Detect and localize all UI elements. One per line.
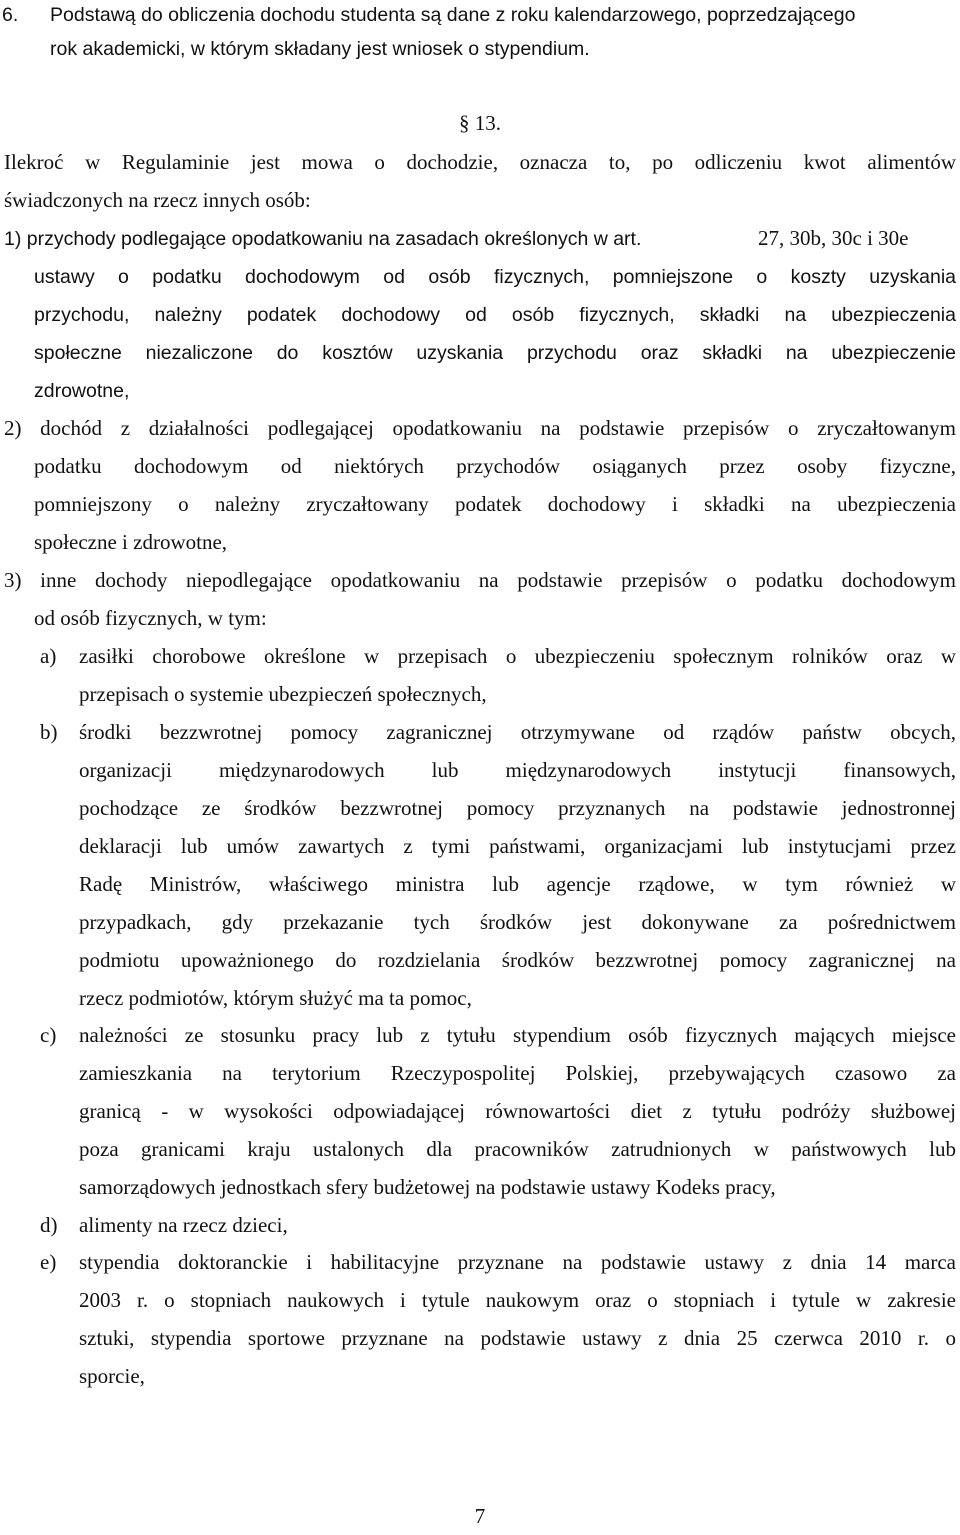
subitem-b-line-2: organizacji międzynarodowych lub międzynarodowych instytucji finansowych, <box>79 758 956 782</box>
point-2-line-1: 2) dochód z działalności podlegającej opodatkowaniu na podstawie przepisów o zryczałtowanym <box>4 416 956 440</box>
point-2-line-2: podatku dochodowym od niektórych przychodów osiąganych przez osoby fizyczne, <box>34 454 956 478</box>
subitem-d-label: d) <box>40 1213 58 1237</box>
subitem-a-line-1: zasiłki chorobowe określone w przepisach o ubezpieczeniu społecznym rolników oraz w <box>79 644 956 668</box>
subitem-a-label: a) <box>40 644 57 668</box>
point-2-line-3: pomniejszony o należny zryczałtowany podatek dochodowy i składki na ubezpieczenia <box>34 492 956 516</box>
item-6-line-1: Podstawą do obliczenia dochodu studenta są dane z roku kalendarzowego, poprzedzającego <box>50 4 856 26</box>
point-1-line-1: 1) przychody podlegające opodatkowaniu na zasadach określonych w art. <box>4 228 642 250</box>
subitem-b-line-4: deklaracji lub umów zawartych z tymi państwami, organizacjami lub instytucjami przez <box>79 834 956 858</box>
point-2-line-4: społeczne i zdrowotne, <box>34 530 228 554</box>
section-intro-line-2: świadczonych na rzecz innych osób: <box>4 188 311 212</box>
point-1-line-1-articles: 27, 30b, 30c i 30e <box>758 226 909 250</box>
section-number: § 13. <box>459 111 501 135</box>
point-3-line-2: od osób fizycznych, w tym: <box>34 606 267 630</box>
subitem-e-line-3: sztuki, stypendia sportowe przyznane na podstawie ustawy z dnia 25 czerwca 2010 r. o <box>79 1326 956 1350</box>
subitem-c-line-3: granicą - w wysokości odpowiadającej równowartości diet z tytułu podróży służbowej <box>79 1099 956 1123</box>
subitem-c-line-5: samorządowych jednostkach sfery budżetowej na podstawie ustawy Kodeks pracy, <box>79 1175 776 1199</box>
subitem-e-line-2: 2003 r. o stopniach naukowych i tytule naukowym oraz o stopniach i tytule w zakresie <box>79 1288 956 1312</box>
subitem-e-line-4: sporcie, <box>79 1364 145 1388</box>
subitem-e-line-1: stypendia doktoranckie i habilitacyjne przyznane na podstawie ustawy z dnia 14 marca <box>79 1250 956 1274</box>
subitem-b-label: b) <box>40 720 58 744</box>
item-6-line-2: rok akademicki, w którym składany jest wniosek o stypendium. <box>50 38 590 60</box>
section-intro-line-1: Ilekroć w Regulaminie jest mowa o dochodzie, oznacza to, po odliczeniu kwot alimentów <box>4 150 956 174</box>
subitem-e-label: e) <box>40 1250 57 1274</box>
subitem-b-line-5: Radę Ministrów, właściwego ministra lub agencje rządowe, w tym również w <box>79 872 956 896</box>
point-1-line-5: zdrowotne, <box>34 380 130 402</box>
page-number: 7 <box>474 1504 486 1528</box>
subitem-c-line-1: należności ze stosunku pracy lub z tytułu stypendium osób fizycznych mających miejsce <box>79 1023 956 1047</box>
subitem-b-line-1: środki bezzwrotnej pomocy zagranicznej otrzymywane od rządów państw obcych, <box>79 720 956 744</box>
item-6-number: 6. <box>2 4 19 26</box>
subitem-d-line-1: alimenty na rzecz dzieci, <box>79 1213 288 1237</box>
point-3-line-1: 3) inne dochody niepodlegające opodatkowaniu na podstawie przepisów o podatku dochodowym <box>4 568 956 592</box>
subitem-b-line-3: pochodzące ze środków bezzwrotnej pomocy przyznanych na podstawie jednostronnej <box>79 796 956 820</box>
point-1-line-3: przychodu, należny podatek dochodowy od osób fizycznych, składki na ubezpieczenia <box>34 304 956 326</box>
subitem-c-line-2: zamieszkania na terytorium Rzeczypospolitej Polskiej, przebywających czasowo za <box>79 1061 956 1085</box>
point-1-line-2: ustawy o podatku dochodowym od osób fizycznych, pomniejszone o koszty uzyskania <box>34 266 956 288</box>
subitem-b-line-7: podmiotu upoważnionego do rozdzielania środków bezzwrotnej pomocy zagranicznej na <box>79 948 956 972</box>
point-1-line-4: społeczne niezaliczone do kosztów uzyskania przychodu oraz składki na ubezpieczenie <box>34 342 956 364</box>
subitem-c-label: c) <box>40 1023 57 1047</box>
subitem-a-line-2: przepisach o systemie ubezpieczeń społecznych, <box>79 682 487 706</box>
subitem-b-line-8: rzecz podmiotów, którym służyć ma ta pomoc, <box>79 986 472 1010</box>
subitem-c-line-4: poza granicami kraju ustalonych dla pracowników zatrudnionych w państwowych lub <box>79 1137 956 1161</box>
subitem-b-line-6: przypadkach, gdy przekazanie tych środków jest dokonywane za pośrednictwem <box>79 910 956 934</box>
